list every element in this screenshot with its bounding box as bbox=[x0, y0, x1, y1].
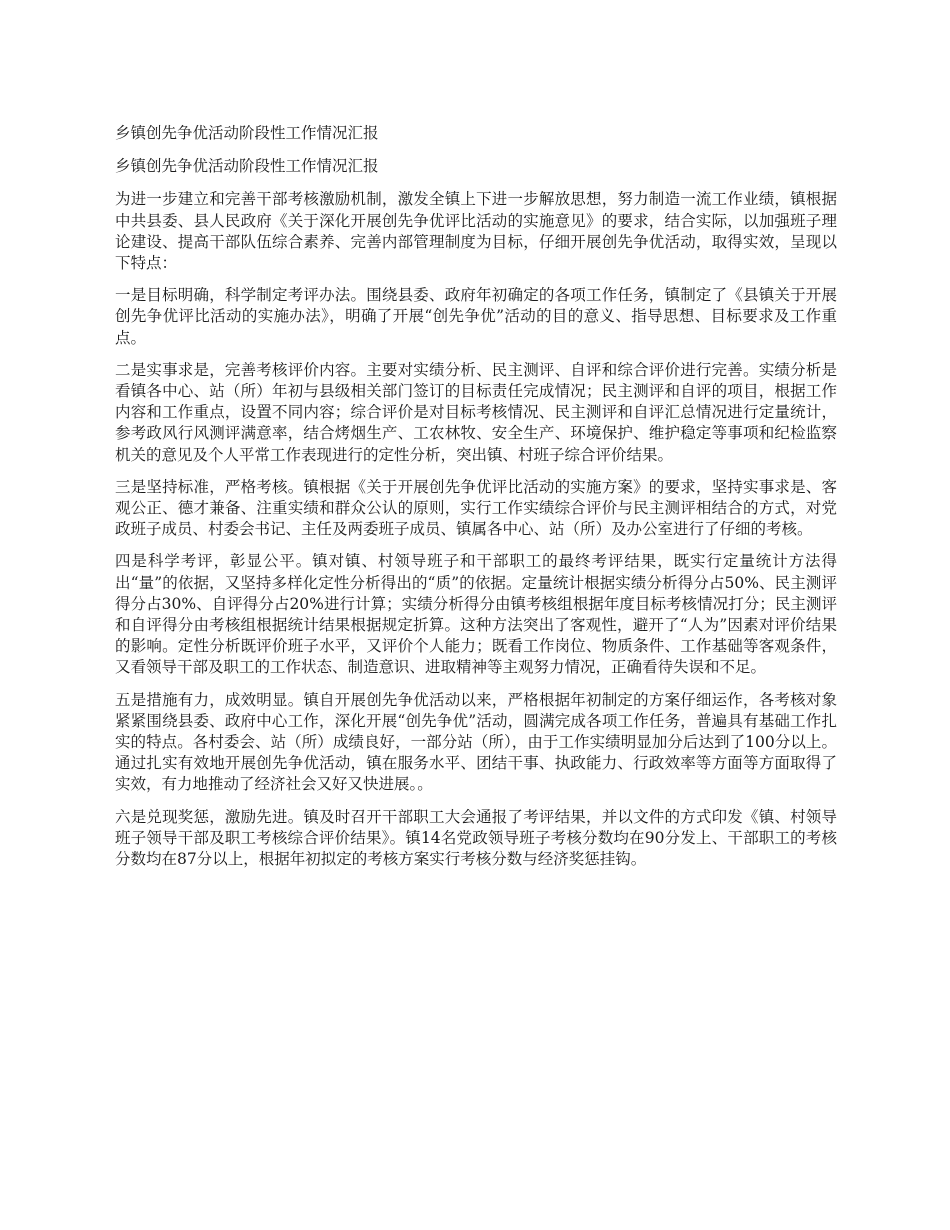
paragraph-point-4: 四是科学考评，彰显公平。镇对镇、村领导班子和干部职工的最终考评结果，既实行定量统计方法得出“量”的依据，又坚持多样化定性分析得出的“质”的依据。定量统计根据实绩分析得分占50%、民主测评得分占30%、自评得分占20%进行计算；实绩分析得分由镇考核组根据年度目标考核情况打分；民主测评和自评得分由考核组根据统计结果根据规定折算。这种方法突出了客观性，避开了“人为”因素对评价结果的影响。定性分析既评价班子水平，又评价个人能力；既看工作岗位、物质条件、工作基础等客观条件，又看领导干部及职工的工作状态、制造意识、进取精神等主观努力情况，正确看待失误和不足。 bbox=[115, 552, 837, 677]
document-body bbox=[115, 123, 837, 881]
paragraph-point-3: 三是坚持标准，严格考核。镇根据《关于开展创先争优评比活动的实施方案》的要求，坚持实事求是、客观公正、德才兼备、注重实绩和群众公认的原则，实行工作实绩综合评价与民主测评相结合的方式，对党政班子成员、村委会书记、主任及两委班子成员、镇属各中心、站（所）及办公室进行了仔细的考核。 bbox=[115, 477, 837, 539]
paragraph-point-2: 二是实事求是，完善考核评价内容。主要对实绩分析、民主测评、自评和综合评价进行完善。实绩分析是看镇各中心、站（所）年初与县级相关部门签订的目标责任完成情况；民主测评和自评的项目，根据工作内容和工作重点，设置不同内容；综合评价是对目标考核情况、民主测评和自评汇总情况进行定量统计，参考政风行风测评满意率，结合烤烟生产、工农林牧、安全生产、环境保护、维护稳定等事项和纪检监察机关的意见及个人平常工作表现进行的定性分析，突出镇、村班子综合评价结果。 bbox=[115, 360, 837, 464]
paragraph-point-6: 六是兑现奖惩，激励先进。镇及时召开干部职工大会通报了考评结果，并以文件的方式印发《镇、村领导班子领导干部及职工考核综合评价结果》。镇14名党政领导班子考核分数均在90分发上、干部职工的考核分数均在87分以上，根据年初拟定的考核方案实行考核分数与经济奖惩挂钩。 bbox=[115, 807, 837, 869]
paragraph-intro: 为进一步建立和完善干部考核激励机制，激发全镇上下进一步解放思想，努力制造一流工作业绩，镇根据中共县委、县人民政府《关于深化开展创先争优评比活动的实施意见》的要求，结合实际，以加强班子理论建设、提高干部队伍综合素养、完善内部管理制度为目标，仔细开展创先争优活动，取得实效，呈现以下特点： bbox=[115, 190, 837, 273]
document-subtitle: 乡镇创先争优活动阶段性工作情况汇报 bbox=[115, 157, 379, 176]
paragraph-point-5: 五是措施有力，成效明显。镇自开展创先争优活动以来，严格根据年初制定的方案仔细运作，各考核对象紧紧围绕县委、政府中心工作，深化开展“创先争优”活动，圆满完成各项工作任务，普遍具有基础工作扎实的特点。各村委会、站（所）成绩良好，一部分站（所），由于工作实绩明显加分后达到了100分以上。通过扎实有效地开展创先争优活动，镇在服务水平、团结干事、执政能力、行政效率等方面等方面取得了实效，有力地推动了经济社会又好又快进展。。 bbox=[115, 690, 837, 794]
document-title: 乡镇创先争优活动阶段性工作情况汇报 bbox=[115, 124, 379, 142]
paragraph-point-1: 一是目标明确，科学制定考评办法。围绕县委、政府年初确定的各项工作任务，镇制定了《县镇关于开展创先争优评比活动的实施办法》，明确了开展“创先争优”活动的目的意义、指导思想、目标要求及工作重点。 bbox=[115, 286, 837, 347]
